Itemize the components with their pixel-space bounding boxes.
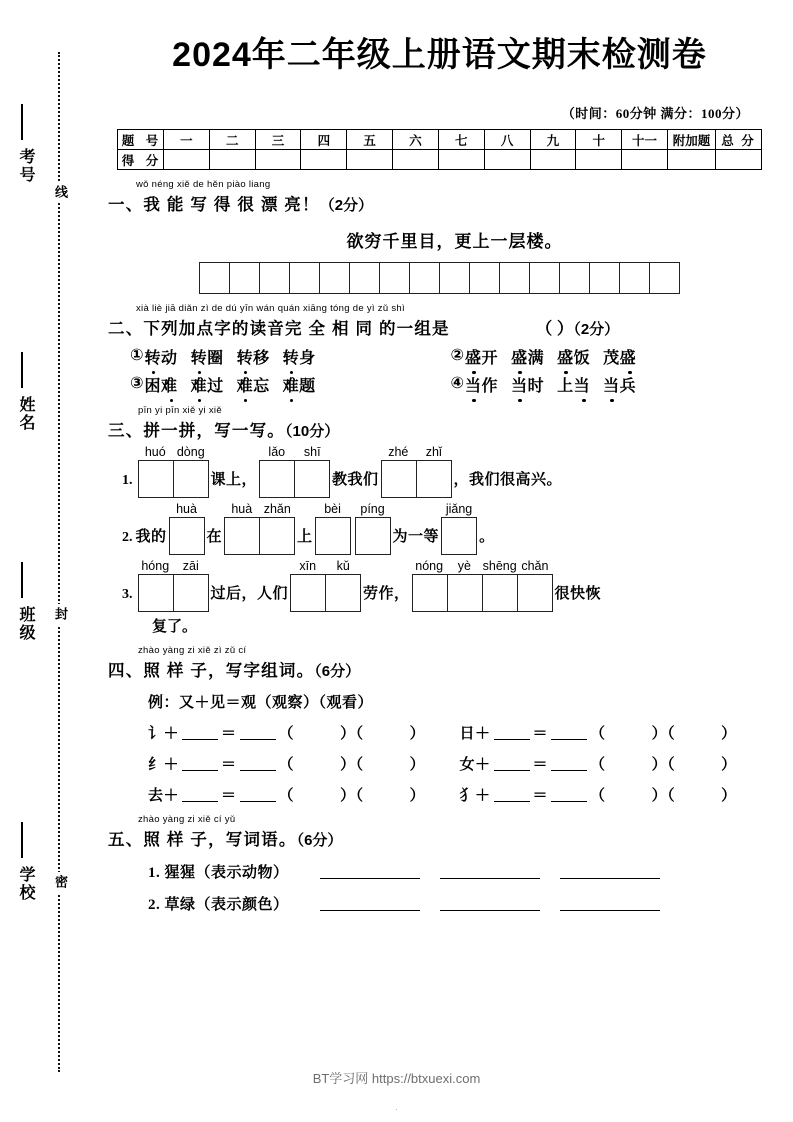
- writing-cell[interactable]: [410, 263, 440, 293]
- answer-box[interactable]: [413, 575, 448, 611]
- writing-cell[interactable]: [500, 263, 530, 293]
- score-input-2[interactable]: [209, 150, 255, 170]
- fill-blank[interactable]: [551, 770, 587, 771]
- pinyin-syllable: kǔ: [336, 559, 350, 574]
- word-text: 转身: [282, 350, 316, 368]
- answer-sheet-margin: [0, 0, 86, 1122]
- emphasis-dot: [244, 399, 248, 403]
- item-index: 1.: [148, 865, 161, 882]
- score-table: [117, 129, 762, 170]
- option-word: [511, 345, 544, 368]
- pinyin-syllable: huó: [144, 445, 166, 460]
- equals-sign: ＝: [532, 726, 549, 743]
- cell-pinyin: [315, 502, 351, 516]
- score-input-5[interactable]: [347, 150, 393, 170]
- writing-cell[interactable]: [560, 263, 590, 293]
- section-5-item-2: [108, 893, 771, 914]
- option-1-number: ①: [130, 347, 144, 365]
- answer-cell-group[interactable]: [169, 502, 205, 555]
- section-1-title: [108, 196, 373, 214]
- pinyin-syllable: xīn: [299, 559, 317, 574]
- section-3-heading: [108, 405, 771, 441]
- option-word: [283, 373, 316, 396]
- score-input-10[interactable]: [576, 150, 622, 170]
- seal-char-mi: 密: [51, 872, 70, 893]
- fill-blank[interactable]: [320, 897, 420, 911]
- writing-cell[interactable]: [380, 263, 410, 293]
- emphasis-dot: [582, 399, 586, 403]
- exam-page: [86, 0, 793, 1122]
- writing-cell[interactable]: [350, 263, 380, 293]
- option-word: [237, 373, 270, 396]
- answer-box[interactable]: [295, 461, 330, 497]
- section-1-writing-grid[interactable]: [199, 262, 680, 294]
- cell-pinyin: [138, 445, 209, 459]
- equals-sign: ＝: [221, 788, 237, 805]
- option-word: [465, 345, 498, 368]
- score-input-total[interactable]: [716, 150, 762, 170]
- static-text: 教我们: [332, 472, 379, 489]
- section-4-points: （6分）: [314, 663, 361, 681]
- margin-rule: [21, 352, 23, 388]
- pinyin-syllable: huà: [176, 502, 197, 517]
- static-text: 课上，: [210, 472, 258, 489]
- answer-boxes[interactable]: [355, 517, 391, 555]
- section-1-points: （2分）: [319, 197, 374, 215]
- answer-boxes[interactable]: [290, 574, 361, 612]
- margin-label-name: 姓名: [17, 396, 34, 432]
- answer-box[interactable]: [483, 575, 518, 611]
- static-text: 我的: [135, 529, 167, 546]
- answer-boxes[interactable]: [138, 574, 209, 612]
- pinyin-syllable: zhǎn: [263, 502, 291, 517]
- score-input-7[interactable]: [438, 150, 484, 170]
- fill-blank[interactable]: [320, 865, 420, 879]
- section-5-item-1: [108, 861, 771, 882]
- score-col-2: 二: [209, 130, 255, 150]
- section-3: [108, 405, 771, 636]
- radical-item[interactable]: 去＋ ＝ （ ）（ ）: [148, 788, 426, 805]
- pinyin-syllable: chǎn: [521, 559, 549, 574]
- fill-blank[interactable]: [440, 897, 540, 911]
- item-label: 猩猩（表示动物）: [164, 865, 289, 882]
- page-footer-marker: ·: [394, 1104, 399, 1116]
- writing-cell[interactable]: [650, 263, 680, 293]
- section-4-row-2: [108, 753, 771, 774]
- section-2-points: （2分）: [573, 321, 620, 339]
- word-text: 难忘: [236, 378, 270, 396]
- answer-cell-group[interactable]: [224, 502, 295, 555]
- fill-blank[interactable]: [494, 739, 530, 740]
- section-2-options: [108, 345, 771, 396]
- static-text: 上: [297, 529, 313, 546]
- static-text: 很快恢: [554, 586, 602, 603]
- cell-pinyin: [169, 502, 205, 516]
- section-1-number: 一、: [108, 196, 144, 215]
- answer-boxes[interactable]: [259, 460, 330, 498]
- section-2-heading: [108, 303, 771, 339]
- word-text: 盛满: [511, 350, 545, 368]
- word-text: 上当: [557, 378, 591, 396]
- margin-label-school: 学校: [17, 866, 34, 902]
- cell-pinyin: [224, 502, 295, 516]
- pinyin-syllable: jiǎng: [445, 502, 473, 517]
- option-word: [603, 373, 636, 396]
- section-2-title: [108, 320, 619, 338]
- radical-char: 日: [459, 726, 476, 743]
- answer-cell-group[interactable]: [290, 559, 361, 612]
- equals-sign: ＝: [532, 788, 549, 805]
- fill-blank[interactable]: [551, 801, 587, 802]
- margin-rule: [21, 562, 23, 598]
- option-word: [557, 345, 590, 368]
- answer-box[interactable]: [139, 575, 174, 611]
- section-3-item-3: [108, 559, 771, 612]
- section-3-pinyin: pīn yi pīn xiě yi xiě: [138, 405, 222, 417]
- radical-char: 讠: [148, 726, 164, 743]
- answer-box[interactable]: [417, 461, 452, 497]
- section-1-heading: [108, 179, 771, 215]
- option-word: [237, 345, 270, 368]
- section-5-heading: [108, 814, 771, 850]
- word-text: 茂盛: [603, 350, 637, 368]
- answer-box[interactable]: [174, 575, 209, 611]
- fill-blank[interactable]: [440, 865, 540, 879]
- option-word: [511, 373, 544, 396]
- pinyin-syllable: zāi: [182, 559, 199, 574]
- fill-blank[interactable]: [494, 770, 530, 771]
- score-input-11[interactable]: [622, 150, 668, 170]
- radical-char: 纟: [148, 757, 164, 774]
- writing-cell[interactable]: [440, 263, 470, 293]
- margin-label-class: 班级: [17, 606, 34, 642]
- fill-blank[interactable]: [494, 801, 530, 802]
- radical-item[interactable]: 女＋ ＝ （ ）（ ）: [459, 757, 737, 774]
- score-input-4[interactable]: [301, 150, 347, 170]
- option-2-number: ②: [450, 347, 465, 365]
- fill-blank[interactable]: [182, 770, 218, 771]
- writing-cell[interactable]: [260, 263, 290, 293]
- option-4-words: [465, 373, 636, 396]
- equals-sign: ＝: [221, 726, 237, 743]
- pinyin-syllable: zhǐ: [425, 445, 442, 460]
- fill-blank[interactable]: [182, 801, 218, 802]
- section-3-item-2: [108, 502, 771, 555]
- fill-blank[interactable]: [240, 739, 276, 740]
- cell-pinyin: [355, 502, 391, 516]
- fill-blank[interactable]: [182, 739, 218, 740]
- answer-box[interactable]: [174, 461, 209, 497]
- score-col-5: 五: [347, 130, 393, 150]
- option-4-number: ④: [450, 375, 465, 393]
- writing-cell[interactable]: [470, 263, 500, 293]
- section-4-text: 照 样 子，写字组词。: [143, 662, 315, 681]
- score-col-8: 八: [484, 130, 530, 150]
- answer-cell-group[interactable]: [138, 445, 209, 498]
- answer-box[interactable]: [225, 518, 260, 554]
- cell-pinyin: [412, 559, 553, 573]
- section-5: [108, 814, 771, 914]
- answer-box[interactable]: [291, 575, 326, 611]
- word-text: 盛饭: [557, 350, 591, 368]
- score-input-1[interactable]: [164, 150, 210, 170]
- section-3-text: 拼一拼，写一写。: [143, 422, 286, 441]
- answer-box[interactable]: [326, 575, 361, 611]
- emphasis-dot: [170, 399, 174, 403]
- score-col-extra: 附加题: [668, 130, 716, 150]
- emphasis-dot: [518, 399, 522, 403]
- score-col-total: 总 分: [716, 130, 762, 150]
- pinyin-syllable: huà: [231, 502, 253, 517]
- writing-cell[interactable]: [290, 263, 320, 293]
- writing-cell[interactable]: [320, 263, 350, 293]
- item-index: 2.: [148, 897, 161, 914]
- answer-box[interactable]: [316, 518, 351, 554]
- answer-boxes[interactable]: [169, 517, 205, 555]
- section-2-answer-blank[interactable]: （ ）: [535, 320, 574, 339]
- static-text: 过后，人们: [210, 586, 289, 603]
- cell-pinyin: [138, 559, 209, 573]
- answer-cell-group[interactable]: [259, 445, 330, 498]
- writing-cell[interactable]: [590, 263, 620, 293]
- section-5-text: 照 样 子，写词语。: [143, 831, 297, 850]
- margin-rule: [21, 822, 23, 858]
- pinyin-syllable: lǎo: [268, 445, 286, 460]
- fill-blank[interactable]: [551, 739, 587, 740]
- pinyin-syllable: zhé: [388, 445, 409, 460]
- cell-pinyin: [259, 445, 330, 459]
- word-text: 转圈: [190, 350, 224, 368]
- option-word: [145, 373, 178, 396]
- item-label: 草绿（表示颜色）: [164, 897, 289, 914]
- emphasis-dot: [198, 399, 202, 403]
- static-text: 在: [206, 529, 223, 546]
- section-2: [108, 303, 771, 396]
- section-4: [108, 645, 771, 805]
- option-1-words: [145, 345, 316, 368]
- section-4-heading: [108, 645, 771, 681]
- item-index: 2.: [122, 530, 133, 546]
- answer-cell-group[interactable]: [381, 445, 452, 498]
- pinyin-syllable: nóng: [415, 559, 444, 574]
- section-5-title: [108, 831, 342, 849]
- pinyin-syllable: yè: [457, 559, 471, 574]
- score-input-6[interactable]: [393, 150, 439, 170]
- answer-box[interactable]: [170, 518, 205, 554]
- section-4-row-1: [108, 722, 771, 743]
- radical-char: 女: [459, 757, 476, 774]
- pinyin-syllable: shēng: [482, 559, 517, 574]
- writing-cell[interactable]: [530, 263, 560, 293]
- static-text: 。: [479, 529, 495, 546]
- answer-cell-group[interactable]: [355, 502, 391, 555]
- option-word: [191, 345, 224, 368]
- word-text: 转移: [236, 350, 270, 368]
- section-4-pinyin: zhào yàng zi xiě zì zǔ cí: [138, 645, 247, 657]
- answer-box[interactable]: [382, 461, 417, 497]
- section-3-number: 三、: [108, 422, 144, 441]
- option-3[interactable]: [130, 373, 451, 396]
- static-text: 劳作，: [363, 586, 410, 603]
- score-col-6: 六: [393, 130, 439, 150]
- word-text: 困难: [144, 378, 178, 396]
- seal-char-xian: 线: [51, 182, 70, 203]
- option-3-number: ③: [130, 375, 144, 393]
- answer-box[interactable]: [442, 518, 477, 554]
- answer-boxes[interactable]: [441, 517, 477, 555]
- word-text: 难题: [282, 378, 316, 396]
- radical-item[interactable]: 纟＋ ＝ （ ）（ ）: [148, 757, 426, 774]
- option-word: [191, 373, 224, 396]
- answer-cell-group[interactable]: [441, 502, 477, 555]
- score-col-9: 九: [530, 130, 576, 150]
- score-table-label-question: 题 号: [118, 130, 164, 150]
- section-4-row-3: [108, 784, 771, 805]
- score-table-value-row: [118, 150, 762, 170]
- radical-item[interactable]: 讠＋ ＝ （ ）（ ）: [148, 726, 426, 743]
- section-4-example: 例：又＋见＝观（观察）（观看）: [148, 695, 374, 712]
- section-1-poem: 欲穷千里目，更上一层楼。: [346, 232, 563, 252]
- word-text: 转动: [144, 350, 178, 368]
- score-input-3[interactable]: [255, 150, 301, 170]
- writing-cell[interactable]: [230, 263, 260, 293]
- cell-pinyin: [441, 502, 477, 516]
- option-2-words: [465, 345, 636, 368]
- pinyin-syllable: dòng: [176, 445, 205, 460]
- word-example-label: [148, 861, 320, 882]
- section-2-pinyin: xià liè jiā diǎn zì de dú yīn wán quán xiāng tóng de yì zǔ shì: [136, 303, 405, 315]
- pinyin-syllable: shī: [303, 445, 321, 460]
- emphasis-dot: [472, 399, 476, 403]
- score-col-10: 十: [576, 130, 622, 150]
- section-3-title: [108, 422, 339, 440]
- radical-char: 去: [148, 788, 164, 805]
- answer-boxes[interactable]: [381, 460, 452, 498]
- item-index: 3.: [122, 587, 133, 603]
- answer-boxes[interactable]: [412, 574, 553, 612]
- score-col-4: 四: [301, 130, 347, 150]
- score-col-7: 七: [438, 130, 484, 150]
- word-example-label: [148, 893, 320, 914]
- equals-sign: ＝: [532, 757, 549, 774]
- word-text: 盛开: [465, 350, 499, 368]
- score-table-header-row: [118, 130, 762, 150]
- fill-blank[interactable]: [240, 801, 276, 802]
- fill-blank[interactable]: [560, 865, 660, 879]
- section-3-item-1: [108, 445, 771, 498]
- section-2-number: 二、: [108, 320, 144, 339]
- radical-item[interactable]: 犭＋ ＝ （ ）（ ）: [459, 788, 737, 805]
- word-text: 当时: [511, 378, 545, 396]
- answer-box[interactable]: [260, 518, 295, 554]
- option-word: [465, 373, 498, 396]
- option-row: [130, 373, 771, 396]
- option-word: [603, 345, 636, 368]
- static-text: 为一等: [392, 529, 440, 546]
- writing-cell[interactable]: [200, 263, 230, 293]
- cell-pinyin: [290, 559, 361, 573]
- answer-box[interactable]: [139, 461, 174, 497]
- section-5-points: （6分）: [296, 832, 343, 850]
- option-4[interactable]: [451, 373, 772, 396]
- answer-boxes[interactable]: [315, 517, 351, 555]
- option-word: [145, 345, 178, 368]
- score-input-extra[interactable]: [668, 150, 716, 170]
- cell-pinyin: [381, 445, 452, 459]
- word-text: 难过: [190, 378, 224, 396]
- fill-blank[interactable]: [560, 897, 660, 911]
- exam-meta: （时间：60分钟 满分：100分）: [561, 106, 749, 122]
- margin-label-exam-number: 考号: [17, 148, 34, 184]
- answer-boxes[interactable]: [224, 517, 295, 555]
- equals-sign: ＝: [221, 757, 237, 774]
- word-text: 当作: [465, 378, 499, 396]
- fill-blank[interactable]: [240, 770, 276, 771]
- answer-cell-group[interactable]: [138, 559, 209, 612]
- seal-dotted-line: [58, 52, 60, 1072]
- score-col-1: 一: [164, 130, 210, 150]
- writing-cell[interactable]: [620, 263, 650, 293]
- section-2-text: 下列加点字的读音完 全 相 同 的一组是: [143, 320, 450, 339]
- page-title: 2024年二年级上册语文期末检测卷: [172, 36, 707, 74]
- option-2[interactable]: [451, 345, 772, 368]
- answer-box[interactable]: [260, 461, 295, 497]
- answer-boxes[interactable]: [138, 460, 209, 498]
- seal-char-feng: 封: [51, 604, 70, 625]
- radical-char: 犭: [459, 788, 476, 805]
- answer-cell-group[interactable]: [412, 559, 553, 612]
- emphasis-dot: [290, 399, 294, 403]
- section-3-item-3-tail: 复了。: [152, 619, 198, 636]
- answer-cell-group[interactable]: [315, 502, 351, 555]
- option-row: [130, 345, 771, 368]
- section-1-text: 我 能 写 得 很 漂 亮！: [143, 196, 320, 215]
- section-5-number: 五、: [108, 831, 144, 850]
- pinyin-syllable: píng: [360, 502, 385, 517]
- radical-item[interactable]: 日＋ ＝ （ ）（ ）: [459, 726, 737, 743]
- answer-box[interactable]: [448, 575, 483, 611]
- option-word: [557, 373, 590, 396]
- static-text: ，我们很高兴。: [453, 472, 563, 489]
- site-watermark: BT学习网 https://btxuexi.com: [312, 1071, 481, 1086]
- option-word: [283, 345, 316, 368]
- option-1[interactable]: [130, 345, 451, 368]
- answer-box[interactable]: [518, 575, 553, 611]
- word-text: 当兵: [603, 378, 637, 396]
- emphasis-dot: [610, 399, 614, 403]
- section-3-points: （10分）: [285, 423, 340, 441]
- item-index: 1.: [122, 473, 133, 489]
- option-3-words: [145, 373, 316, 396]
- pinyin-syllable: bèi: [324, 502, 341, 517]
- section-1-pinyin: wǒ néng xiě de hěn piào liang: [136, 179, 271, 191]
- answer-box[interactable]: [356, 518, 391, 554]
- margin-rule: [21, 104, 23, 140]
- score-col-11: 十一: [622, 130, 668, 150]
- section-4-title: [108, 662, 360, 680]
- section-4-number: 四、: [108, 662, 144, 681]
- score-input-8[interactable]: [484, 150, 530, 170]
- score-table-label-score: 得 分: [118, 150, 164, 170]
- section-1: [108, 179, 771, 294]
- score-input-9[interactable]: [530, 150, 576, 170]
- score-col-3: 三: [255, 130, 301, 150]
- section-5-pinyin: zhào yàng zi xiě cí yǔ: [138, 814, 236, 826]
- pinyin-syllable: hóng: [141, 559, 170, 574]
